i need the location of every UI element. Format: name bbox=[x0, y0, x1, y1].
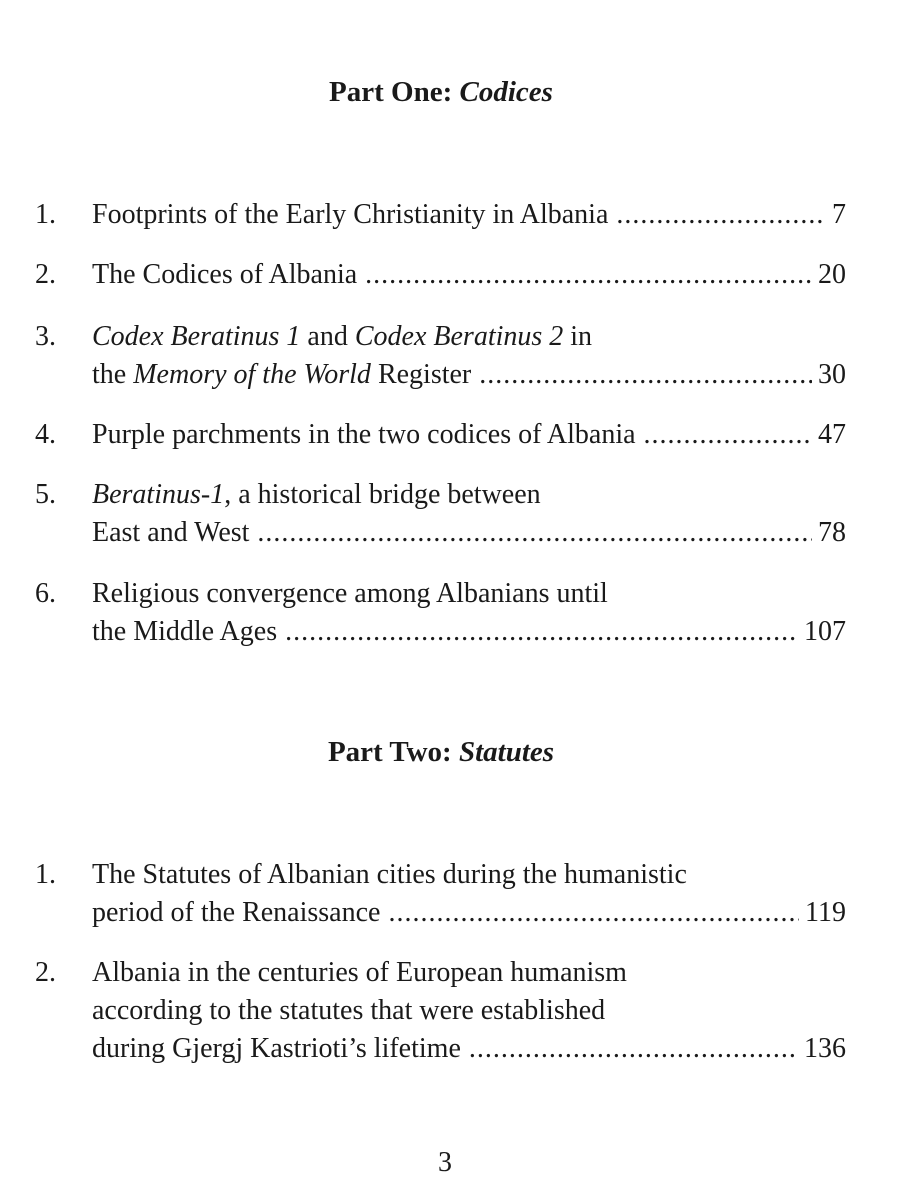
entry-title: Footprints of the Early Christianity in Albania bbox=[92, 199, 609, 230]
part-one-heading bbox=[0, 75, 882, 109]
part-two-label: Part Two: bbox=[327, 736, 452, 768]
entry-page-number: 78 bbox=[818, 517, 846, 548]
entry-title-line bbox=[92, 575, 608, 613]
entry-title-text: in bbox=[563, 321, 593, 352]
entry-page-number: 119 bbox=[805, 897, 846, 928]
entry-number: 3. bbox=[35, 321, 56, 352]
entry-number: 6. bbox=[35, 578, 56, 609]
entry-page-number: 47 bbox=[818, 419, 846, 450]
entry-title: The Codices of Albania bbox=[92, 259, 358, 290]
dot-leader bbox=[479, 356, 812, 394]
dot-leader bbox=[469, 1030, 798, 1068]
entry-title-text bbox=[92, 356, 471, 394]
entry-page-number: 20 bbox=[818, 259, 846, 290]
part-two-subtitle: Statutes bbox=[458, 736, 555, 768]
entry-title-line bbox=[92, 476, 541, 514]
entry-title-line bbox=[92, 416, 846, 454]
entry-title-text: East and West bbox=[92, 517, 250, 548]
entry-title-line bbox=[92, 356, 846, 394]
part-one-subtitle: Codices bbox=[459, 76, 553, 108]
entry-title-text: The Statutes of Albanian cities during the humanistic bbox=[92, 859, 687, 890]
dot-leader bbox=[365, 256, 812, 294]
entry-page-number: 107 bbox=[804, 616, 846, 647]
entry-title-text: the Middle Ages bbox=[92, 616, 278, 647]
entry-number: 2. bbox=[35, 259, 56, 290]
entry-title-line bbox=[92, 856, 687, 894]
entry-title-italic: Codex Beratinus 2 bbox=[354, 321, 564, 352]
entry-title-text: during Gjergj Kastrioti’s lifetime bbox=[92, 1033, 461, 1064]
entry-title-line bbox=[92, 196, 846, 234]
entry-page-number: 30 bbox=[818, 359, 846, 390]
entry-title-line bbox=[92, 1030, 846, 1068]
entry-title-italic: Beratinus-1 bbox=[92, 479, 225, 510]
entry-title: Purple parchments in the two codices of Albania bbox=[92, 419, 636, 450]
entry-title-line bbox=[92, 613, 846, 651]
entry-title-text: , a historical bridge between bbox=[224, 479, 541, 510]
entry-page-number: 136 bbox=[804, 1033, 846, 1064]
entry-title-text: period of the Renaissance bbox=[92, 897, 381, 928]
entry-title-line bbox=[92, 514, 846, 552]
entry-title-text: Albania in the centuries of European humanism bbox=[92, 957, 627, 988]
part-two-heading bbox=[0, 735, 882, 769]
entry-title-text: Register bbox=[370, 359, 472, 390]
entry-title-line bbox=[92, 894, 846, 932]
dot-leader bbox=[257, 514, 812, 552]
entry-title-italic: Codex Beratinus 1 bbox=[92, 321, 301, 352]
entry-number: 2. bbox=[35, 957, 56, 988]
entry-title-italic: Memory of the World bbox=[133, 359, 371, 390]
entry-title-text: Religious convergence among Albanians until bbox=[92, 578, 608, 609]
entry-page-number: 7 bbox=[832, 199, 846, 230]
entry-title-line bbox=[92, 256, 846, 294]
part-one-label: Part One: bbox=[329, 76, 453, 108]
page-number: 3 bbox=[438, 1147, 452, 1178]
entry-title-line bbox=[92, 992, 605, 1030]
entry-number: 4. bbox=[35, 419, 56, 450]
entry-number: 5. bbox=[35, 479, 56, 510]
entry-number: 1. bbox=[35, 859, 56, 890]
entry-title-line bbox=[92, 954, 627, 992]
entry-number: 1. bbox=[35, 199, 56, 230]
entry-title-text: the bbox=[92, 359, 134, 390]
dot-leader bbox=[644, 416, 812, 454]
entry-title-text: according to the statutes that were established bbox=[92, 995, 606, 1026]
dot-leader bbox=[616, 196, 826, 234]
entry-title-text: and bbox=[300, 321, 355, 352]
entry-title-line bbox=[92, 318, 592, 356]
dot-leader bbox=[388, 894, 799, 932]
dot-leader bbox=[285, 613, 798, 651]
